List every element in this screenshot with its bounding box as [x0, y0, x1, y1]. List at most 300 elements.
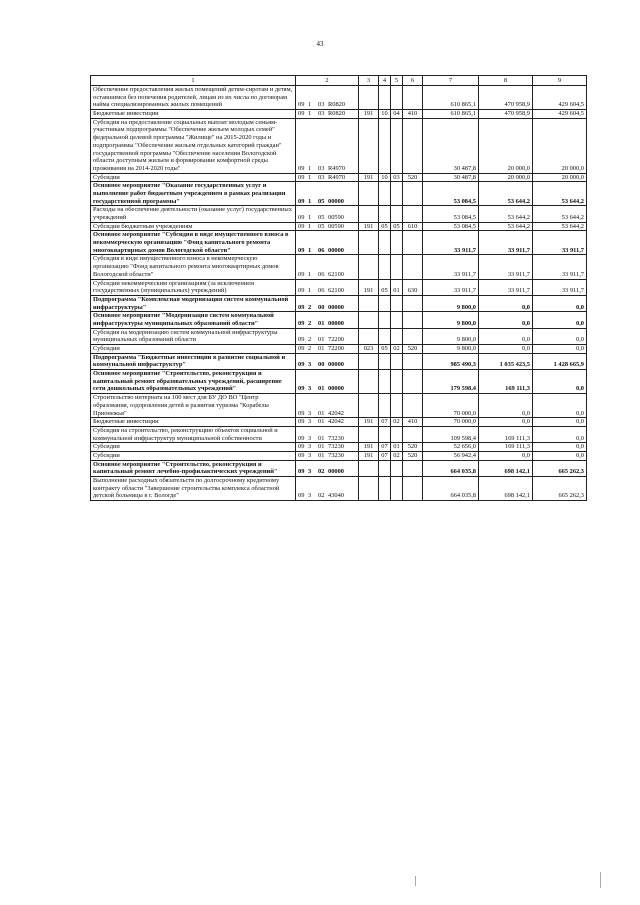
header-cell: 5 — [391, 76, 403, 86]
row-value-8: 53 644,2 — [479, 206, 533, 222]
row-value-7: 53 084,5 — [423, 206, 479, 222]
code-part: 00590 — [328, 222, 344, 230]
row-c6 — [403, 231, 423, 255]
header-cell: 7 — [423, 76, 479, 86]
code-part: 09 — [298, 385, 305, 393]
code-part: 3 — [308, 418, 312, 426]
row-value-9: 429 604,5 — [533, 110, 587, 119]
row-value-7: 56 942,4 — [423, 451, 479, 460]
row-value-9: 429 604,5 — [533, 86, 587, 110]
code-part: R0820 — [328, 110, 346, 118]
row-value-9: 20 000,0 — [533, 118, 587, 173]
row-code — [296, 370, 359, 394]
row-name: Субсидия на строительство, реконструкцию объектов социальной и коммунальной инфраструктур муниципальной собственности — [91, 426, 296, 442]
row-code — [296, 460, 359, 476]
table-row — [91, 118, 587, 173]
row-value-8: 0,0 — [479, 451, 533, 460]
row-c3 — [359, 477, 379, 501]
row-name: Субсидия на модернизацию систем коммунальной инфраструктуры муниципальных образований области — [91, 328, 296, 344]
row-code — [296, 345, 359, 354]
row-value-8: 33 911,7 — [479, 255, 533, 279]
row-c3 — [359, 118, 379, 173]
row-value-8: 53 644,2 — [479, 182, 533, 206]
table-row — [91, 206, 587, 222]
row-c6 — [403, 370, 423, 394]
header-cell: 3 — [359, 76, 379, 86]
row-c3 — [359, 255, 379, 279]
row-c4 — [379, 426, 391, 442]
code-part: 01 — [318, 319, 325, 327]
row-c5 — [391, 394, 403, 418]
code-part: 05 — [318, 222, 325, 230]
row-value-9: 0,0 — [533, 443, 587, 452]
code-part: 3 — [308, 434, 312, 442]
row-c6: 610 — [403, 222, 423, 231]
row-name: Подпрограмма "Бюджетные инвестиции в развитие социальной и коммунальной инфраструктур" — [91, 353, 296, 369]
code-part: 00000 — [328, 303, 344, 311]
code-part: 00 — [318, 361, 325, 369]
table-row — [91, 370, 587, 394]
code-part: R4970 — [328, 164, 346, 172]
row-c4 — [379, 460, 391, 476]
row-c5 — [391, 231, 403, 255]
row-c3 — [359, 182, 379, 206]
code-part: 01 — [318, 451, 325, 459]
row-name: Бюджетные инвестиции — [91, 110, 296, 119]
table-row — [91, 426, 587, 442]
row-c5 — [391, 312, 403, 328]
row-c5: 04 — [391, 110, 403, 119]
row-c6: 520 — [403, 443, 423, 452]
row-c4 — [379, 477, 391, 501]
row-value-7: 70 000,0 — [423, 394, 479, 418]
code-part: 09 — [298, 303, 305, 311]
table-row — [91, 173, 587, 182]
row-c3: 191 — [359, 279, 379, 295]
table-row — [91, 255, 587, 279]
row-name: Субсидии — [91, 451, 296, 460]
row-value-7: 70 000,0 — [423, 418, 479, 427]
row-code — [296, 279, 359, 295]
row-c5 — [391, 182, 403, 206]
row-value-7: 53 084,5 — [423, 222, 479, 231]
code-part: 09 — [298, 101, 305, 109]
row-value-9: 0,0 — [533, 312, 587, 328]
row-value-9: 0,0 — [533, 328, 587, 344]
row-value-7: 179 598,4 — [423, 370, 479, 394]
row-c5 — [391, 370, 403, 394]
code-part: 1 — [308, 173, 312, 181]
table-row — [91, 110, 587, 119]
code-part: 09 — [298, 451, 305, 459]
row-c6: 410 — [403, 418, 423, 427]
row-value-9: 1 428 665,9 — [533, 353, 587, 369]
code-part: 05 — [318, 214, 325, 221]
row-c6 — [403, 460, 423, 476]
row-c5 — [391, 295, 403, 311]
code-part: 01 — [318, 336, 325, 344]
row-code — [296, 206, 359, 222]
code-part: 03 — [318, 101, 325, 109]
row-value-7: 9 800,0 — [423, 345, 479, 354]
row-name: Расходы на обеспечение деятельности (оказание услуг) государственных учреждений — [91, 206, 296, 222]
row-c3: 191 — [359, 222, 379, 231]
code-part: 01 — [318, 443, 325, 451]
row-value-9: 0,0 — [533, 345, 587, 354]
row-c5: 02 — [391, 451, 403, 460]
row-name: Обеспечение предоставления жилых помещений детям-сиротам и детям, оставшимся без попечения родителей, лицам из их числа по договорам найма специализированных жилых помещений — [91, 86, 296, 110]
page-number: 43 — [316, 40, 324, 48]
row-c3 — [359, 460, 379, 476]
row-value-9: 0,0 — [533, 295, 587, 311]
code-part: 3 — [308, 451, 312, 459]
row-c6 — [403, 255, 423, 279]
code-part: 2 — [308, 336, 312, 344]
row-c4: 07 — [379, 418, 391, 427]
code-part: 2 — [308, 303, 312, 311]
code-part: 42042 — [328, 418, 344, 426]
row-value-8: 20 000,0 — [479, 118, 533, 173]
table-row — [91, 182, 587, 206]
row-code — [296, 312, 359, 328]
row-c6 — [403, 328, 423, 344]
code-part: 09 — [298, 246, 305, 254]
row-c3: 191 — [359, 451, 379, 460]
row-name: Субсидии некоммерческим организациям (за исключением государственных (муниципальных) учреждений) — [91, 279, 296, 295]
code-part: 03 — [318, 173, 325, 181]
code-part: 09 — [298, 345, 305, 352]
code-part: 00000 — [328, 319, 344, 327]
row-c4 — [379, 182, 391, 206]
row-c5 — [391, 118, 403, 173]
table-row — [91, 86, 587, 110]
row-value-9: 53 644,2 — [533, 182, 587, 206]
row-code — [296, 443, 359, 452]
code-part: 3 — [308, 385, 312, 393]
row-c6: 410 — [403, 110, 423, 119]
row-c6: 520 — [403, 451, 423, 460]
row-c4: 05 — [379, 279, 391, 295]
row-value-7: 985 490,3 — [423, 353, 479, 369]
row-value-8: 0,0 — [479, 295, 533, 311]
table-row — [91, 460, 587, 476]
row-value-8: 169 111,3 — [479, 443, 533, 452]
row-value-8: 0,0 — [479, 418, 533, 427]
row-c6 — [403, 477, 423, 501]
row-value-8: 33 911,7 — [479, 279, 533, 295]
code-part: 2 — [308, 345, 312, 352]
header-cell: 8 — [479, 76, 533, 86]
code-part: 09 — [298, 361, 305, 369]
code-part: 2 — [308, 319, 312, 327]
code-part: 00000 — [328, 361, 344, 369]
row-value-7: 52 656,0 — [423, 443, 479, 452]
row-value-7: 9 800,0 — [423, 295, 479, 311]
row-value-9: 33 911,7 — [533, 231, 587, 255]
row-c3: 191 — [359, 110, 379, 119]
row-c5 — [391, 477, 403, 501]
table-row — [91, 451, 587, 460]
code-part: 73230 — [328, 434, 344, 442]
row-c4: 07 — [379, 451, 391, 460]
row-code — [296, 182, 359, 206]
row-c6 — [403, 118, 423, 173]
row-c5: 02 — [391, 345, 403, 354]
row-name: Выполнение расходных обязательств по долгосрочному кредитному контракту области "Завершение строительства комплекса областной детской больницы в г. Вологде" — [91, 477, 296, 501]
code-part: 42042 — [328, 409, 344, 417]
row-value-7: 30 487,8 — [423, 173, 479, 182]
header-cell: 6 — [403, 76, 423, 86]
row-c3 — [359, 206, 379, 222]
row-code — [296, 328, 359, 344]
row-value-9: 0,0 — [533, 451, 587, 460]
row-value-9: 665 262,3 — [533, 460, 587, 476]
row-code — [296, 353, 359, 369]
row-code — [296, 222, 359, 231]
code-part: 09 — [298, 336, 305, 344]
row-c6: 520 — [403, 173, 423, 182]
row-code — [296, 394, 359, 418]
table-row — [91, 279, 587, 295]
row-code — [296, 231, 359, 255]
code-part: 1 — [308, 197, 312, 205]
code-part: 01 — [318, 345, 325, 352]
row-c3 — [359, 394, 379, 418]
row-code — [296, 477, 359, 501]
row-value-8: 1 035 423,5 — [479, 353, 533, 369]
row-value-9: 0,0 — [533, 426, 587, 442]
row-c6 — [403, 394, 423, 418]
code-part: 73230 — [328, 443, 344, 451]
code-part: 00590 — [328, 214, 344, 221]
row-c6 — [403, 426, 423, 442]
code-part: 3 — [308, 409, 312, 417]
code-part: 09 — [298, 468, 305, 476]
code-part: 03 — [318, 164, 325, 172]
row-name: Основное мероприятие "Строительство, реконструкция и капитальный ремонт лечебно-профилактических учреждений" — [91, 460, 296, 476]
row-c3 — [359, 370, 379, 394]
row-value-8: 0,0 — [479, 328, 533, 344]
row-value-7: 610 865,1 — [423, 86, 479, 110]
row-name: Субсидии — [91, 345, 296, 354]
row-name: Субсидия в виде имущественного взноса в некоммерческую организацию "Фонд капитального ремонта многоквартирных домов Вологодской области" — [91, 255, 296, 279]
row-value-7: 33 911,7 — [423, 231, 479, 255]
code-part: 1 — [308, 270, 312, 278]
code-part: 02 — [318, 492, 325, 500]
row-c4: 07 — [379, 443, 391, 452]
row-value-8: 0,0 — [479, 312, 533, 328]
row-code — [296, 173, 359, 182]
row-value-7: 30 487,8 — [423, 118, 479, 173]
code-part: 06 — [318, 270, 325, 278]
row-value-9: 33 911,7 — [533, 255, 587, 279]
row-value-7: 9 800,0 — [423, 312, 479, 328]
code-part: 09 — [298, 214, 305, 221]
code-part: 1 — [308, 101, 312, 109]
row-value-8: 53 644,2 — [479, 222, 533, 231]
row-value-9: 0,0 — [533, 418, 587, 427]
table-row — [91, 295, 587, 311]
row-name: Субсидии — [91, 173, 296, 182]
table-row — [91, 312, 587, 328]
row-c6 — [403, 295, 423, 311]
row-value-8: 0,0 — [479, 394, 533, 418]
row-name: Основное мероприятие "Оказание государственных услуг и выполнение работ бюджетным учреждением в рамках реализации государственной программы" — [91, 182, 296, 206]
row-c5 — [391, 328, 403, 344]
row-c6 — [403, 353, 423, 369]
row-value-9: 0,0 — [533, 394, 587, 418]
row-c3 — [359, 353, 379, 369]
row-name: Основное мероприятие "Модернизация систем коммунальной инфраструктуры муниципальных образований области" — [91, 312, 296, 328]
row-c3 — [359, 231, 379, 255]
code-part: 09 — [298, 443, 305, 451]
code-part: 09 — [298, 164, 305, 172]
code-part: 72200 — [328, 336, 344, 344]
row-name: Подпрограмма "Комплексная модернизация систем коммунальной инфраструктуры" — [91, 295, 296, 311]
row-c4 — [379, 118, 391, 173]
code-part: 09 — [298, 409, 305, 417]
code-part: 09 — [298, 418, 305, 426]
scan-mark — [600, 872, 601, 888]
table-row — [91, 443, 587, 452]
row-c4 — [379, 312, 391, 328]
row-c6 — [403, 206, 423, 222]
header-cell: 2 — [296, 76, 359, 86]
table-row — [91, 328, 587, 344]
code-part: 05 — [318, 197, 325, 205]
code-part: 00000 — [328, 468, 344, 476]
code-part: 3 — [308, 468, 312, 476]
row-c4 — [379, 86, 391, 110]
row-c3 — [359, 426, 379, 442]
row-c4 — [379, 295, 391, 311]
row-code — [296, 418, 359, 427]
row-c4: 05 — [379, 345, 391, 354]
row-c6 — [403, 312, 423, 328]
row-c3: 023 — [359, 345, 379, 354]
row-c3: 191 — [359, 443, 379, 452]
row-code — [296, 86, 359, 110]
row-value-8: 698 142,1 — [479, 477, 533, 501]
row-value-7: 664 035,8 — [423, 477, 479, 501]
row-c4 — [379, 328, 391, 344]
row-c5: 02 — [391, 418, 403, 427]
code-part: R4970 — [328, 173, 346, 181]
table-header-row — [91, 76, 587, 86]
row-name: Субсидии бюджетным учреждениям — [91, 222, 296, 231]
row-c6: 520 — [403, 345, 423, 354]
code-part: 09 — [298, 197, 305, 205]
code-part: 06 — [318, 246, 325, 254]
row-c4 — [379, 231, 391, 255]
row-c4: 10 — [379, 173, 391, 182]
row-c5 — [391, 353, 403, 369]
row-c6: 630 — [403, 279, 423, 295]
code-part: 01 — [318, 385, 325, 393]
code-part: 62100 — [328, 270, 344, 278]
code-part: 43040 — [328, 492, 344, 500]
row-value-8: 20 000,0 — [479, 173, 533, 182]
code-part: 62100 — [328, 287, 344, 295]
row-value-7: 610 865,1 — [423, 110, 479, 119]
row-c4 — [379, 206, 391, 222]
row-c3: 191 — [359, 418, 379, 427]
row-value-8: 33 911,7 — [479, 231, 533, 255]
row-c4 — [379, 394, 391, 418]
code-part: 3 — [308, 361, 312, 369]
code-part: 02 — [318, 468, 325, 476]
header-cell: 4 — [379, 76, 391, 86]
row-c5 — [391, 86, 403, 110]
row-c3 — [359, 86, 379, 110]
row-value-7: 33 911,7 — [423, 255, 479, 279]
row-c5: 03 — [391, 173, 403, 182]
code-part: 09 — [298, 270, 305, 278]
scan-mark — [415, 876, 416, 886]
code-part: 00000 — [328, 385, 344, 393]
table-row — [91, 345, 587, 354]
row-c6 — [403, 86, 423, 110]
code-part: 1 — [308, 287, 312, 295]
code-part: 72200 — [328, 345, 344, 352]
code-part: 06 — [318, 287, 325, 295]
row-value-7: 33 911,7 — [423, 279, 479, 295]
code-part: 1 — [308, 222, 312, 230]
row-c3 — [359, 312, 379, 328]
code-part: 3 — [308, 492, 312, 500]
code-part: 00 — [318, 303, 325, 311]
row-name: Основное мероприятие "Субсидия в виде имущественного взноса в некоммерческую организацию "Фонд капитального ремонта многоквартирных домов Вологодской области" — [91, 231, 296, 255]
row-c4: 10 — [379, 110, 391, 119]
code-part: 03 — [318, 110, 325, 118]
row-value-8: 470 958,9 — [479, 110, 533, 119]
code-part: 00000 — [328, 197, 344, 205]
code-part: 1 — [308, 246, 312, 254]
table-row — [91, 231, 587, 255]
header-cell: 9 — [533, 76, 587, 86]
code-part: 1 — [308, 164, 312, 172]
table-row — [91, 418, 587, 427]
row-value-9: 0,0 — [533, 370, 587, 394]
row-c5 — [391, 426, 403, 442]
code-part: 01 — [318, 418, 325, 426]
table-row — [91, 477, 587, 501]
row-c5: 01 — [391, 443, 403, 452]
row-c3 — [359, 328, 379, 344]
row-value-9: 665 262,3 — [533, 477, 587, 501]
row-value-7: 53 084,5 — [423, 182, 479, 206]
row-code — [296, 451, 359, 460]
row-c3 — [359, 295, 379, 311]
row-code — [296, 110, 359, 119]
row-value-8: 698 142,1 — [479, 460, 533, 476]
code-part: 09 — [298, 434, 305, 442]
code-part: 01 — [318, 434, 325, 442]
row-code — [296, 426, 359, 442]
row-value-8: 0,0 — [479, 345, 533, 354]
code-part: 01 — [318, 409, 325, 417]
code-part: 09 — [298, 287, 305, 295]
row-c4 — [379, 353, 391, 369]
row-c5 — [391, 206, 403, 222]
row-name: Бюджетные инвестиции — [91, 418, 296, 427]
row-c5 — [391, 460, 403, 476]
row-value-9: 33 911,7 — [533, 279, 587, 295]
row-c3: 191 — [359, 173, 379, 182]
budget-table — [90, 75, 587, 501]
code-part: 73230 — [328, 451, 344, 459]
row-code — [296, 118, 359, 173]
